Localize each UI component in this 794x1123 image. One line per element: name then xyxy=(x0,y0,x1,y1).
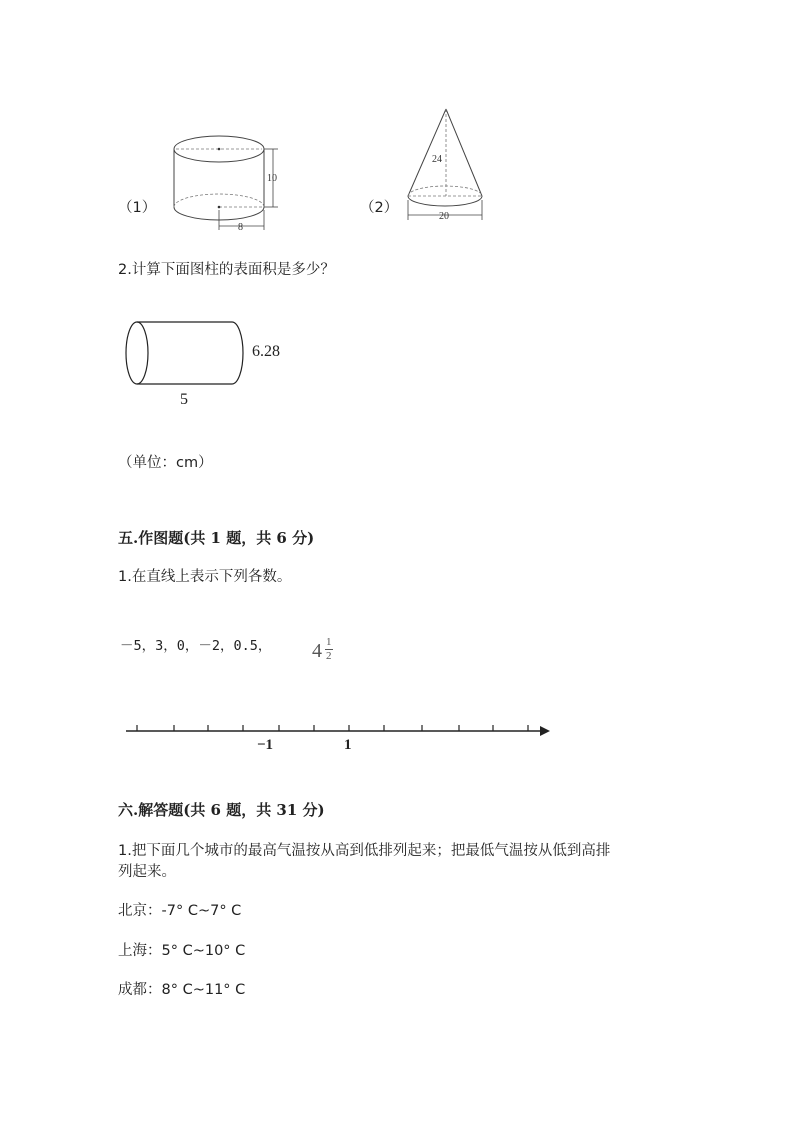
cone-height-label: 24 xyxy=(432,154,442,165)
question-2-text: 2.计算下面图柱的表面积是多少？ xyxy=(118,262,335,278)
section-6-question-1-line2: 列起来。 xyxy=(118,864,176,880)
cylinder-figure xyxy=(168,130,288,235)
length-label: 5 xyxy=(180,391,188,408)
section-6-heading: 六.解答题(共 6 题，共 31 分) xyxy=(118,801,325,819)
mixed-number-denominator: 2 xyxy=(326,650,332,662)
number-line xyxy=(120,720,560,760)
cylinder-height-label: 10 xyxy=(267,173,277,184)
figure1-label: （1） xyxy=(118,200,157,216)
cone-figure xyxy=(400,104,495,226)
section-5-question-1: 1.在直线上表示下列各数。 xyxy=(118,569,292,585)
city-beijing: 北京：-7° C~7° C xyxy=(118,903,242,919)
mixed-number-whole: 4 xyxy=(312,640,322,662)
horizontal-cylinder-figure xyxy=(120,315,250,395)
city-chengdu: 成都：8° C~11° C xyxy=(118,982,246,998)
cone-diameter-label: 20 xyxy=(439,211,449,222)
section-5-heading: 五.作图题(共 1 题，共 6 分) xyxy=(118,529,315,547)
cylinder-radius-label: 8 xyxy=(238,222,243,233)
unit-note: （单位：cm） xyxy=(118,455,213,471)
section-6-question-1-line1: 1.把下面几个城市的最高气温按从高到低排列起来；把最低气温按从低到高排 xyxy=(118,843,611,859)
city-shanghai: 上海：5° C~10° C xyxy=(118,943,246,959)
circumference-label: 6.28 xyxy=(252,343,280,360)
numbers-list: －5，3，0，－2，0.5， xyxy=(120,638,272,654)
mixed-number-numerator: 1 xyxy=(326,636,332,648)
tick-label-1: 1 xyxy=(344,737,352,753)
figure2-label: （2） xyxy=(360,200,399,216)
tick-label-neg1: −1 xyxy=(257,737,274,753)
